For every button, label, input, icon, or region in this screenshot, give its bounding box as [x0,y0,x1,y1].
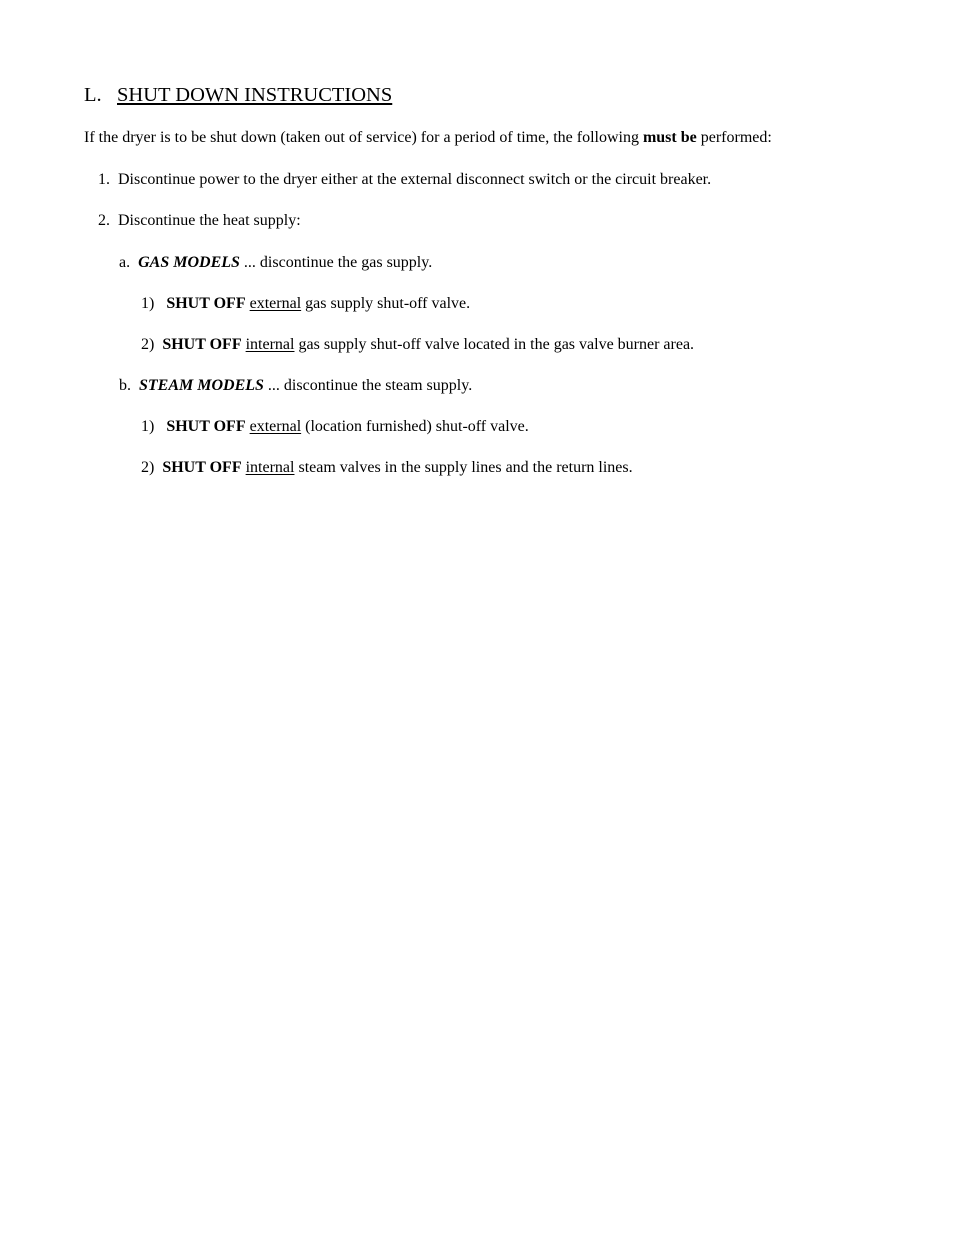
valve-location: internal [245,336,295,353]
steam-subitem-1 [141,417,529,437]
valve-location: external [249,418,302,435]
steam-models-item [119,376,472,396]
gas-subitem-2 [141,335,694,355]
substep-marker: a. [119,254,131,271]
shut-off-label: SHUT OFF [166,418,246,435]
steam-models-label: STEAM MODELS [139,377,264,394]
subitem-text: gas supply shut-off valve located in the gas valve burner area. [294,336,695,353]
shut-off-label: SHUT OFF [162,459,242,476]
gas-subitem-1 [141,294,470,314]
section-title: SHUT DOWN INSTRUCTIONS [117,84,393,106]
subitem-marker: 1) [141,295,155,312]
step-2 [98,211,301,231]
intro-text-end: performed: [696,129,772,146]
intro-text: If the dryer is to be shut down (taken out of service) for a period of time, the following [84,129,643,146]
steam-models-text: ... discontinue the steam supply. [263,377,473,394]
shut-off-label: SHUT OFF [166,295,246,312]
valve-location: internal [245,459,295,476]
step-1 [98,170,711,190]
subitem-marker: 2) [141,336,155,353]
step-marker: 2. [98,212,110,229]
gas-models-text: ... discontinue the gas supply. [239,254,433,271]
steam-subitem-2 [141,458,633,478]
subitem-marker: 1) [141,418,155,435]
step-text: Discontinue power to the dryer either at the external disconnect switch or the circuit breaker. [118,171,712,188]
intro-paragraph [84,128,772,148]
intro-emphasis: must be [642,129,697,146]
step-text: Discontinue the heat supply: [118,212,301,229]
shut-off-label: SHUT OFF [162,336,242,353]
step-marker: 1. [98,171,110,188]
gas-models-label: GAS MODELS [138,254,240,271]
subitem-text: gas supply shut-off valve. [301,295,471,312]
gas-models-item [119,253,432,273]
subitem-text: steam valves in the supply lines and the return lines. [294,459,633,476]
section-letter: L. [84,84,102,106]
section-heading [84,83,392,107]
subitem-marker: 2) [141,459,155,476]
subitem-text: (location furnished) shut-off valve. [301,418,529,435]
substep-marker: b. [119,377,131,394]
valve-location: external [249,295,302,312]
